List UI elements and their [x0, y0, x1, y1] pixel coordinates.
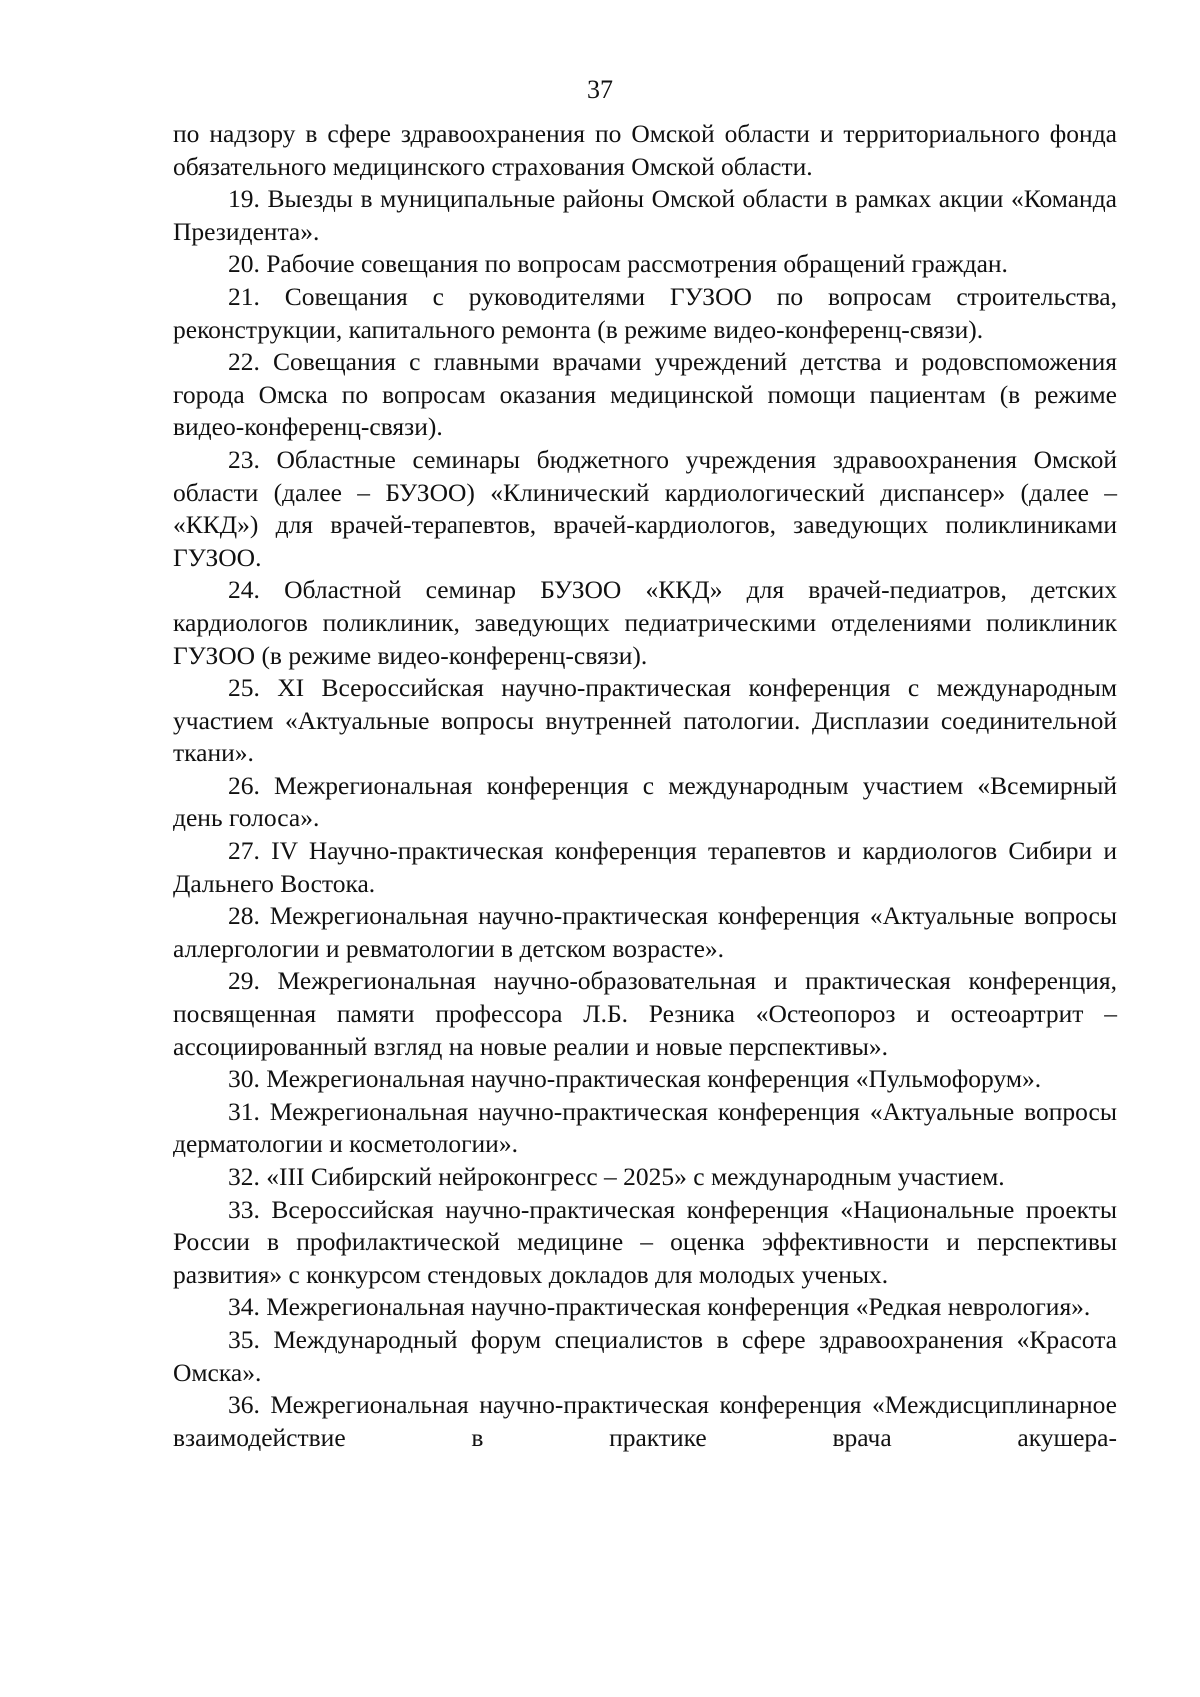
list-item-31: 31. Межрегиональная научно-практическая конференция «Актуальные вопросы дерматологии и косметологии».	[173, 1096, 1117, 1159]
list-item-22: 22. Совещания с главными врачами учреждений детства и родовспоможения города Омска по вопросам оказания медицинской помощи пациентам (в режиме видео-конференц-связи).	[173, 347, 1117, 442]
list-item-26: 26. Межрегиональная конференция с международным участием «Всемирный день голоса».	[173, 770, 1117, 833]
list-item-33: 33. Всероссийская научно-практическая конференция «Национальные проекты России в профилактической медицине – оценка эффективности и перспективы развития» с конкурсом стендовых докладов для молодых ученых.	[173, 1194, 1117, 1289]
paragraph-continuation: по надзору в сфере здравоохранения по Омской области и территориального фонда обязательного медицинского страхования Омской области.	[173, 119, 1117, 181]
list-item-27: 27. IV Научно-практическая конференция терапевтов и кардиологов Сибири и Дальнего Востока.	[173, 836, 1117, 898]
list-item-25: 25. XI Всероссийская научно-практическая конференция с международным участием «Актуальные вопросы внутренней патологии. Дисплазии соединительной ткани».	[173, 673, 1117, 768]
list-item-35: 35. Международный форум специалистов в сфере здравоохранения «Красота Омска».	[173, 1324, 1117, 1387]
list-item-28: 28. Межрегиональная научно-практическая конференция «Актуальные вопросы аллергологии и ревматологии в детском возрасте».	[173, 901, 1117, 963]
list-item-36: 36. Межрегиональная научно-практическая конференция «Междисциплинарное взаимодействие в практике врача акушера-	[173, 1390, 1117, 1452]
list-item-32: 32. «III Сибирский нейроконгресс – 2025» с международным участием.	[228, 1162, 1005, 1191]
list-item-29: 29. Межрегиональная научно-образовательная и практическая конференция, посвященная памяти профессора Л.Б. Резника «Остеопороз и остеоартрит – ассоциированный взгляд на новые реалии и новые перспективы».	[173, 966, 1117, 1061]
body-text	[173, 118, 1117, 1454]
list-item-23: 23. Областные семинары бюджетного учреждения здравоохранения Омской области (далее – БУЗОО) «Клинический кардиологический диспансер» (далее – «ККД») для врачей-терапевтов, врачей-кардиологов, заведующих поликлиниками ГУЗОО.	[173, 444, 1117, 572]
list-item-19: 19. Выезды в муниципальные районы Омской области в рамках акции «Команда Президента».	[173, 184, 1117, 246]
list-item-24: 24. Областной семинар БУЗОО «ККД» для врачей-педиатров, детских кардиологов поликлиник, заведующих педиатрическими отделениями поликлиник ГУЗОО (в режиме видео-конференц-связи).	[173, 575, 1117, 670]
list-item-34: 34. Межрегиональная научно-практическая конференция «Редкая неврология».	[228, 1292, 1091, 1322]
list-item-30: 30. Межрегиональная научно-практическая конференция «Пульмофорум».	[228, 1064, 1042, 1094]
list-item-20: 20. Рабочие совещания по вопросам рассмотрения обращений граждан.	[228, 249, 1008, 279]
list-item-21: 21. Совещания с руководителями ГУЗОО по вопросам строительства, реконструкции, капитального ремонта (в режиме видео-конференц-связи).	[173, 281, 1117, 344]
page-number: 37	[587, 75, 613, 104]
